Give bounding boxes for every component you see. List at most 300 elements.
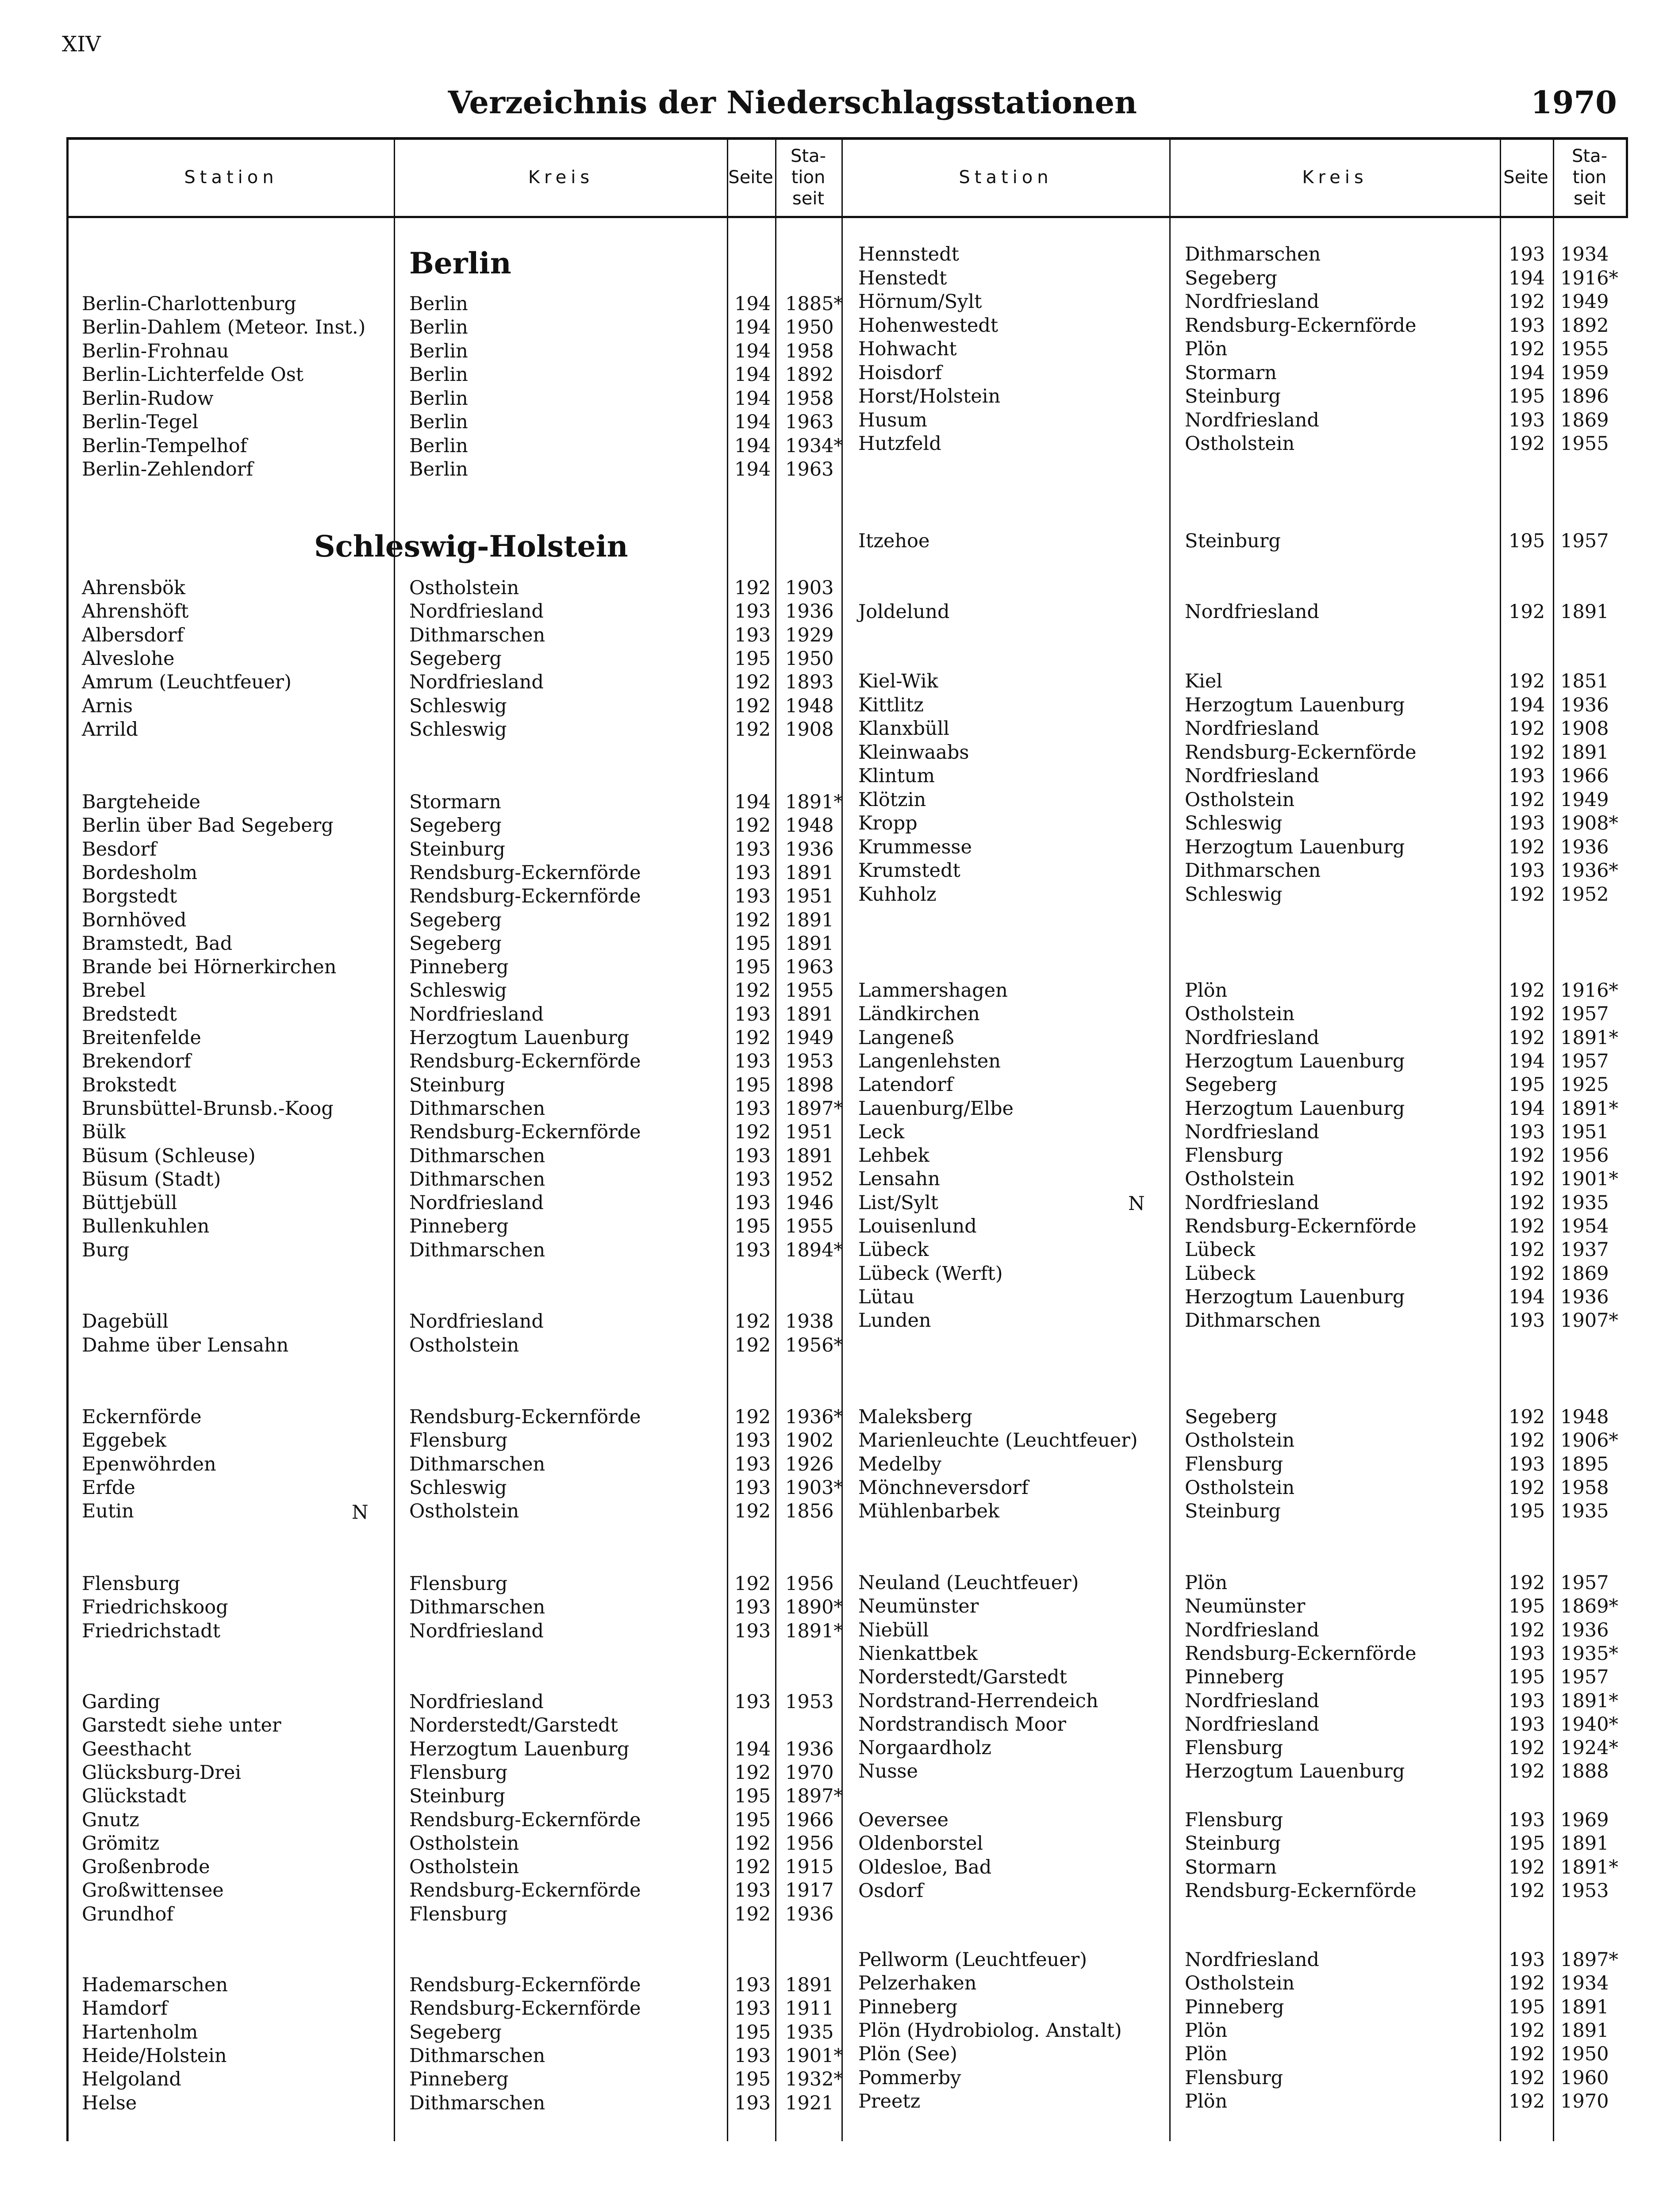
table-row xyxy=(0,741,1663,764)
kreis-name: Berlin xyxy=(409,364,468,386)
station-name: Glückstadt xyxy=(82,1785,186,1808)
seite-value: 192 xyxy=(1509,1262,1545,1285)
since-year: 1935 xyxy=(1560,1500,1609,1523)
since-year: 1898 xyxy=(785,1074,834,1096)
seite-value: 192 xyxy=(1509,1215,1545,1237)
station-name: Gnutz xyxy=(82,1809,139,1831)
since-year: 1948 xyxy=(785,814,834,837)
seite-value: 193 xyxy=(734,1620,771,1642)
since-year: 1946 xyxy=(785,1192,834,1214)
table-header-rule xyxy=(66,216,1628,218)
kreis-name: Ostholstein xyxy=(409,1334,519,1356)
table-row xyxy=(0,1333,1663,1357)
seite-value: 192 xyxy=(1509,1429,1545,1452)
station-name: Pommerby xyxy=(858,2066,961,2089)
seite-value: 193 xyxy=(1509,812,1545,834)
table-row xyxy=(0,1879,1663,1903)
table-row xyxy=(0,1191,1663,1215)
seite-value: 193 xyxy=(1509,1453,1545,1475)
kreis-name: Nordfriesland xyxy=(1185,1690,1319,1712)
station-name: Joldelund xyxy=(858,601,950,623)
seite-value: 194 xyxy=(734,1738,771,1760)
since-year: 1950 xyxy=(785,647,834,670)
since-year: 1908 xyxy=(785,718,834,741)
station-name: Mönchneversdorf xyxy=(858,1476,1029,1499)
table-row xyxy=(0,1309,1663,1333)
kreis-name: Segeberg xyxy=(409,814,502,837)
kreis-name: Stormarn xyxy=(409,791,501,813)
seite-value: 193 xyxy=(734,2044,771,2067)
since-year: 1891 xyxy=(785,909,834,931)
kreis-name: Stormarn xyxy=(1185,1856,1277,1878)
seite-value: 193 xyxy=(734,1974,771,1996)
kreis-name: Dithmarschen xyxy=(409,1239,545,1261)
kreis-name: Pinneberg xyxy=(409,1215,509,1238)
kreis-name: Rendsburg-Eckernförde xyxy=(409,885,641,908)
since-year: 1954 xyxy=(1560,1215,1609,1237)
since-year: 1953 xyxy=(785,1691,834,1713)
table-row xyxy=(0,1214,1663,1238)
station-name: Berlin über Bad Segeberg xyxy=(82,814,334,837)
since-year: 1953 xyxy=(785,1050,834,1073)
kreis-name: Flensburg xyxy=(1185,2066,1283,2089)
station-name: Glücksburg-Drei xyxy=(82,1761,242,1784)
station-name: Eggebek xyxy=(82,1429,166,1452)
kreis-name: Dithmarschen xyxy=(409,1168,545,1190)
table-row xyxy=(0,1784,1663,1808)
kreis-name: Berlin xyxy=(409,340,468,362)
header-station-left: Station xyxy=(184,167,278,188)
since-year: 1956 xyxy=(785,1832,834,1855)
kreis-name: Segeberg xyxy=(409,2021,502,2043)
since-year: 1891* xyxy=(1560,1097,1618,1120)
kreis-name: Berlin xyxy=(409,316,468,338)
kreis-name: Nordfriesland xyxy=(1185,1713,1319,1736)
seite-value: 195 xyxy=(734,956,771,979)
seite-value: 193 xyxy=(734,1192,771,1214)
table-row xyxy=(0,811,1663,835)
table-row xyxy=(0,432,1663,456)
table-row xyxy=(0,1642,1663,1666)
kreis-name: Rendsburg-Eckernförde xyxy=(409,1406,641,1428)
kreis-name: Schleswig xyxy=(1185,812,1283,834)
table-row xyxy=(0,764,1663,788)
station-name: Bredstedt xyxy=(82,1003,177,1025)
header-station-right: Station xyxy=(959,167,1053,188)
since-year: 1957 xyxy=(1560,1050,1609,1072)
since-year: 1949 xyxy=(1560,788,1609,811)
header-seite-left: Seite xyxy=(728,167,773,188)
seite-value: 192 xyxy=(734,1832,771,1855)
station-name: Itzehoe xyxy=(858,530,930,552)
station-name: Büsum (Stadt) xyxy=(82,1168,221,1190)
since-year: 1915 xyxy=(785,1856,834,1878)
station-name: Helse xyxy=(82,2092,137,2114)
station-name: Hartenholm xyxy=(82,2021,198,2043)
since-year: 1891 xyxy=(785,861,834,884)
kreis-name: Rendsburg-Eckernförde xyxy=(409,1997,641,2020)
table-row xyxy=(0,408,1663,432)
kreis-name: Dithmarschen xyxy=(409,1596,545,1619)
station-name: Pellworm (Leuchtfeuer) xyxy=(858,1949,1087,1971)
since-year: 1916* xyxy=(1560,267,1618,289)
station-name: Latendorf xyxy=(858,1074,953,1096)
table-row xyxy=(0,1097,1663,1121)
kreis-name: Nordfriesland xyxy=(409,1192,544,1214)
since-year: 1948 xyxy=(1560,1406,1609,1428)
seite-value: 192 xyxy=(1509,1168,1545,1190)
kreis-name: Segeberg xyxy=(1185,267,1277,289)
station-name: Hohenwestedt xyxy=(858,314,999,337)
station-name: Medelby xyxy=(858,1453,942,1475)
since-year: 1891* xyxy=(785,1620,843,1642)
table-row xyxy=(0,2066,1663,2090)
table-row xyxy=(0,1808,1663,1832)
seite-value: 192 xyxy=(1509,718,1545,740)
table-row xyxy=(0,1476,1663,1500)
since-year: 1890* xyxy=(785,1596,843,1619)
station-name: Lübeck (Werft) xyxy=(858,1262,1003,1285)
table-row xyxy=(0,859,1663,883)
kreis-name: Nordfriesland xyxy=(1185,291,1319,313)
station-name: Hörnum/Sylt xyxy=(858,291,982,313)
seite-value: 192 xyxy=(734,1334,771,1356)
seite-value: 192 xyxy=(734,1027,771,1049)
kreis-name: Ostholstein xyxy=(409,1500,519,1523)
kreis-name: Flensburg xyxy=(1185,1809,1283,1831)
seite-value: 195 xyxy=(1509,1666,1545,1689)
station-name: Nordstrand-Herrendeich xyxy=(858,1690,1098,1712)
seite-value: 193 xyxy=(734,1476,771,1499)
seite-value: 193 xyxy=(734,1050,771,1073)
seite-value: 194 xyxy=(734,458,771,480)
seite-value: 193 xyxy=(734,1239,771,1261)
station-name: Kropp xyxy=(858,812,918,834)
kreis-name: Berlin xyxy=(409,458,468,480)
seite-value: 192 xyxy=(1509,1879,1545,1902)
kreis-name: Rendsburg-Eckernförde xyxy=(409,1809,641,1831)
since-year: 1908 xyxy=(1560,718,1609,740)
seite-value: 192 xyxy=(1509,1972,1545,1995)
kreis-name: Berlin xyxy=(409,388,468,410)
station-name: Arnis xyxy=(82,695,133,717)
since-year: 1869 xyxy=(1560,1262,1609,1285)
kreis-name: Steinburg xyxy=(1185,385,1281,407)
since-year: 1958 xyxy=(785,388,834,410)
station-name: Klötzin xyxy=(858,788,926,811)
table-row xyxy=(0,1713,1663,1736)
seite-value: 193 xyxy=(734,1596,771,1619)
station-name: Marienleuchte (Leuchtfeuer) xyxy=(858,1429,1138,1452)
kreis-name: Nordfriesland xyxy=(1185,601,1319,623)
kreis-name: Rendsburg-Eckernförde xyxy=(409,861,641,884)
seite-value: 192 xyxy=(1509,1239,1545,1261)
since-year: 1891* xyxy=(785,791,843,813)
since-year: 1903 xyxy=(785,577,834,599)
station-name: Besdorf xyxy=(82,838,157,860)
seite-value: 192 xyxy=(1509,601,1545,623)
page-year: 1970 xyxy=(1531,84,1617,121)
since-year: 1891 xyxy=(785,1144,834,1167)
kreis-name: Nordfriesland xyxy=(409,1691,544,1713)
station-name: Bramstedt, Bad xyxy=(82,932,233,955)
station-name: Bornhöved xyxy=(82,909,187,931)
seite-value: 193 xyxy=(734,1429,771,1452)
station-name: Nordstrandisch Moor xyxy=(858,1713,1066,1736)
station-name: Mühlenbarbek xyxy=(858,1500,1000,1523)
seite-value: 192 xyxy=(1509,338,1545,360)
kreis-name: Dithmarschen xyxy=(409,2044,545,2067)
station-name: Leck xyxy=(858,1121,905,1143)
since-year: 1916* xyxy=(1560,979,1618,1002)
kreis-name: Lübeck xyxy=(1185,1262,1256,1285)
station-name: Berlin-Frohnau xyxy=(82,340,229,362)
seite-value: 195 xyxy=(734,932,771,955)
seite-value: 192 xyxy=(1509,1003,1545,1025)
since-year: 1932* xyxy=(785,2068,843,2091)
table-row xyxy=(0,457,1663,481)
since-year: 1970 xyxy=(1560,2090,1609,2112)
seite-value: 195 xyxy=(734,1809,771,1831)
since-year: 1897* xyxy=(785,1097,843,1120)
since-year: 1966 xyxy=(1560,765,1609,787)
kreis-name: Flensburg xyxy=(409,1761,508,1784)
since-year: 1940* xyxy=(1560,1713,1618,1736)
table-row xyxy=(0,1499,1663,1523)
seite-value: 193 xyxy=(1509,314,1545,337)
kreis-name: Ostholstein xyxy=(409,577,519,599)
kreis-name: Nordfriesland xyxy=(1185,765,1319,787)
table-row xyxy=(0,1665,1663,1689)
kreis-name: Flensburg xyxy=(409,1573,508,1595)
table-row xyxy=(0,1452,1663,1476)
kreis-name: Herzogtum Lauenburg xyxy=(1185,1050,1405,1072)
station-name: Plön (See) xyxy=(858,2043,957,2066)
table-row xyxy=(0,883,1663,906)
kreis-name: Ostholstein xyxy=(1185,433,1295,455)
station-name: Hohwacht xyxy=(858,338,957,360)
seite-value: 193 xyxy=(734,1003,771,1025)
seite-value: 192 xyxy=(734,1500,771,1523)
section-berlin: Berlin xyxy=(409,246,511,280)
station-name: Horst/Holstein xyxy=(858,385,1001,407)
kreis-name: Pinneberg xyxy=(1185,1996,1284,2018)
seite-value: 192 xyxy=(734,1121,771,1144)
kreis-name: Schleswig xyxy=(409,1476,507,1499)
table-row xyxy=(0,384,1663,408)
station-name: Hamdorf xyxy=(82,1997,168,2020)
table-row xyxy=(0,1995,1663,2019)
table-row xyxy=(0,955,1663,979)
table-row xyxy=(0,314,1663,338)
station-name: Helgoland xyxy=(82,2068,181,2091)
since-year: 1924* xyxy=(1560,1737,1618,1759)
kreis-name: Nordfriesland xyxy=(409,1003,544,1025)
seite-value: 192 xyxy=(1509,2090,1545,2112)
seite-value: 194 xyxy=(734,340,771,362)
station-name: Krummesse xyxy=(858,836,972,858)
kreis-name: Ostholstein xyxy=(1185,1476,1295,1499)
seite-value: 193 xyxy=(1509,1642,1545,1665)
table-row xyxy=(0,266,1663,290)
station-name: Klintum xyxy=(858,765,935,787)
kreis-name: Nordfriesland xyxy=(1185,1026,1319,1049)
kreis-name: Plön xyxy=(1185,979,1228,1002)
kreis-name: Steinburg xyxy=(1185,1500,1281,1523)
since-year: 1952 xyxy=(1560,883,1609,906)
since-year: 1963 xyxy=(785,956,834,979)
table-row xyxy=(0,1948,1663,1972)
table-row xyxy=(0,2042,1663,2066)
station-name: Ahrenshöft xyxy=(82,600,189,623)
header-seit-left-l1: Sta- xyxy=(790,146,826,166)
station-name: Langeneß xyxy=(858,1026,954,1049)
table-row xyxy=(0,1759,1663,1783)
kreis-name: Nordfriesland xyxy=(1185,1121,1319,1143)
seite-value: 194 xyxy=(1509,1286,1545,1308)
seite-value: 192 xyxy=(1509,1144,1545,1167)
since-year: 1929 xyxy=(785,624,834,646)
kreis-name: Nordfriesland xyxy=(409,671,544,694)
station-name: Husum xyxy=(858,409,927,431)
header-seit-right-l3: seit xyxy=(1573,188,1606,209)
seite-value: 193 xyxy=(734,1691,771,1713)
since-year: 1917 xyxy=(785,1879,834,1902)
station-name: Kleinwaabs xyxy=(858,741,969,764)
seite-value: 193 xyxy=(1509,1310,1545,1332)
kreis-name: Dithmarschen xyxy=(1185,1310,1321,1332)
since-year: 1958 xyxy=(785,340,834,362)
station-name: Lehbek xyxy=(858,1144,929,1167)
kreis-name: Nordfriesland xyxy=(1185,409,1319,431)
header-seit-right xyxy=(1553,140,1626,215)
seite-value: 192 xyxy=(1509,1476,1545,1499)
station-name: Preetz xyxy=(858,2090,921,2112)
since-year: 1955 xyxy=(1560,338,1609,360)
station-name: Krumstedt xyxy=(858,860,960,882)
table-row xyxy=(0,1285,1663,1309)
station-name: Bülk xyxy=(82,1121,126,1144)
seite-value: 193 xyxy=(1509,1121,1545,1143)
kreis-name: Dithmarschen xyxy=(409,1453,545,1475)
station-name: Arrild xyxy=(82,718,138,741)
seite-value: 192 xyxy=(1509,670,1545,692)
kreis-name: Schleswig xyxy=(1185,883,1283,906)
table-row xyxy=(0,908,1663,932)
seite-value: 193 xyxy=(734,600,771,623)
seite-value: 194 xyxy=(1509,1050,1545,1072)
station-name: List/Sylt xyxy=(858,1191,938,1214)
since-year: 1891 xyxy=(785,1003,834,1025)
kreis-name: Pinneberg xyxy=(409,956,509,979)
kreis-name: Rendsburg-Eckernförde xyxy=(409,1050,641,1073)
table-row xyxy=(0,932,1663,956)
kreis-name: Steinburg xyxy=(409,1785,505,1808)
kreis-name: Nordfriesland xyxy=(1185,718,1319,740)
kreis-name: Neumünster xyxy=(1185,1595,1306,1618)
table-row xyxy=(0,1073,1663,1097)
table-row xyxy=(0,1026,1663,1050)
seite-value: 192 xyxy=(1509,1026,1545,1049)
station-name: Hademarschen xyxy=(82,1974,228,1996)
kreis-name: Dithmarschen xyxy=(409,1097,545,1120)
seite-value: 194 xyxy=(734,293,771,315)
station-name: Amrum (Leuchtfeuer) xyxy=(82,671,292,694)
seite-value: 193 xyxy=(734,1144,771,1167)
seite-value: 193 xyxy=(734,861,771,884)
since-year: 1956* xyxy=(785,1334,843,1356)
kreis-name: Steinburg xyxy=(1185,1832,1281,1855)
station-name: Plön (Hydrobiolog. Anstalt) xyxy=(858,2019,1122,2042)
since-year: 1885* xyxy=(785,293,843,315)
seite-value: 192 xyxy=(1509,1406,1545,1428)
kreis-name: Dithmarschen xyxy=(409,624,545,646)
station-name: Neumünster xyxy=(858,1595,979,1618)
kreis-name: Rendsburg-Eckernförde xyxy=(409,1121,641,1144)
seite-value: 193 xyxy=(734,838,771,860)
since-year: 1891* xyxy=(1560,1856,1618,1878)
table-row xyxy=(0,835,1663,859)
seite-value: 192 xyxy=(734,814,771,837)
kreis-name: Herzogtum Lauenburg xyxy=(1185,1097,1405,1120)
station-name: Bargteheide xyxy=(82,791,200,813)
seite-value: 192 xyxy=(1509,291,1545,313)
seite-value: 193 xyxy=(734,1879,771,1902)
kreis-name: Norderstedt/Garstedt xyxy=(409,1714,618,1737)
kreis-name: Ostholstein xyxy=(1185,1429,1295,1452)
seite-value: 192 xyxy=(1509,1572,1545,1594)
kreis-name: Berlin xyxy=(409,435,468,457)
kreis-name: Nordfriesland xyxy=(409,1310,544,1333)
since-year: 1902 xyxy=(785,1429,834,1452)
header-seit-left-l3: seit xyxy=(792,188,825,209)
kreis-name: Plön xyxy=(1185,338,1228,360)
kreis-name: Ostholstein xyxy=(1185,1972,1295,1995)
station-name: Brebel xyxy=(82,979,146,1002)
table-row xyxy=(0,1429,1663,1452)
kreis-name: Dithmarschen xyxy=(1185,243,1321,265)
header-kreis-left: Kreis xyxy=(528,167,594,188)
table-row xyxy=(0,290,1663,314)
table-row xyxy=(0,1238,1663,1262)
since-year: 1936 xyxy=(1560,694,1609,716)
station-name: Osdorf xyxy=(858,1879,924,1902)
since-year: 1891* xyxy=(1560,1026,1618,1049)
station-name: Kuhholz xyxy=(858,883,937,906)
kreis-name: Plön xyxy=(1185,2019,1228,2042)
kreis-name: Ostholstein xyxy=(1185,1168,1295,1190)
since-year: 1957 xyxy=(1560,1572,1609,1594)
seite-value: 194 xyxy=(734,316,771,338)
section-schleswig-holstein: Schleswig-Holstein xyxy=(314,529,628,564)
since-year: 1963 xyxy=(785,411,834,433)
station-name: Berlin-Tegel xyxy=(82,411,199,433)
seite-value: 192 xyxy=(1509,1191,1545,1214)
station-name: Lütau xyxy=(858,1286,914,1308)
seite-value: 192 xyxy=(1509,979,1545,1002)
kreis-name: Nordfriesland xyxy=(409,1620,544,1642)
seite-value: 195 xyxy=(1509,1595,1545,1618)
table-row xyxy=(0,337,1663,361)
table-row xyxy=(0,1167,1663,1191)
since-year: 1958 xyxy=(1560,1476,1609,1499)
seite-value: 193 xyxy=(1509,243,1545,265)
seite-value: 195 xyxy=(1509,530,1545,552)
station-name: Brekendorf xyxy=(82,1050,191,1073)
since-year: 1895 xyxy=(1560,1453,1609,1475)
since-year: 1963 xyxy=(785,458,834,480)
since-year: 1891 xyxy=(1560,601,1609,623)
